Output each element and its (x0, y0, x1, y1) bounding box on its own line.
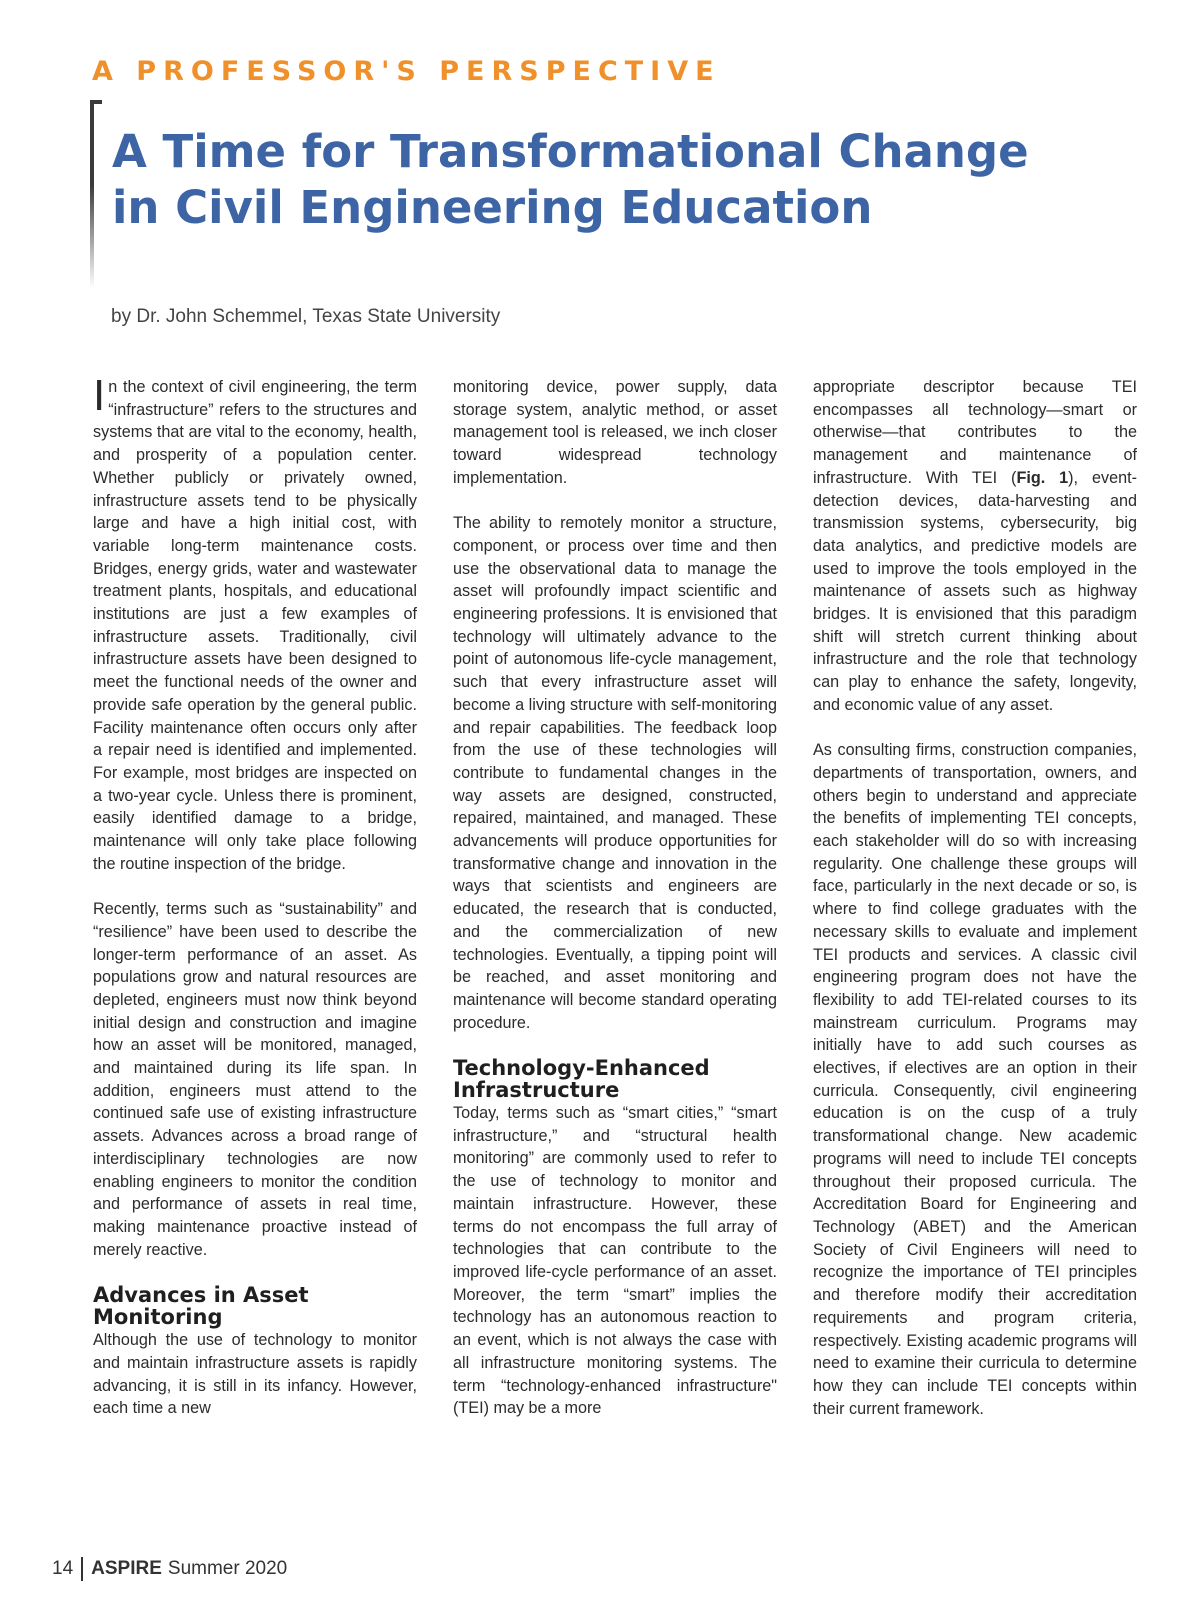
paragraph: Today, terms such as “smart cities,” “smart infrastructure,” and “structural health monitoring” are commonly used to refer to the use of technology to monitor and maintain infrastructure. However, these terms do not encompass the full array of technologies that can contribute to the improved life-cycle performance of an asset. Moreover, the term “smart” implies the technology has an autonomous reaction to an event, which is not always the case with all infrastructure monitoring systems. The term “technology-enhanced infrastructure" (TEI) may be a more (453, 1104, 777, 1418)
paragraph (93, 371, 417, 875)
paragraph: monitoring device, power supply, data storage system, analytic method, or asset management tool is released, we inch closer toward widespread technology implementation. (453, 378, 777, 487)
paragraph-text: n the context of civil engineering, the term “infrastructure” refers to the structures and systems that are vital to the economy, health, and prosperity of a population center. Whether publicly or privately owned, infrastructure assets tend to be physically large and have a high initial cost, with variable long-term maintenance costs. Bridges, energy grids, water and wastewater treatment plants, hospitals, and educational institutions are just a few examples of infrastructure assets. Traditionally, civil infrastructure assets have been designed to meet the functional needs of the owner and provide safe operation by the general public. Facility maintenance often occurs only after a repair need is identified and implemented. For example, most bridges are inspected on a two-year cycle. Unless there is prominent, easily identified damage to a bridge, maintenance will only take place following the routine inspection of the bridge. (93, 378, 417, 873)
figure-reference[interactable]: Fig. 1 (1016, 468, 1069, 487)
section-kicker: A PROFESSOR'S PERSPECTIVE (92, 56, 721, 87)
article-title (112, 124, 1112, 236)
paragraph-text: appropriate descriptor because TEI encompasses all technology—smart or otherwise—that contributes to the management and maintenance of infrastructure. With TEI ( (813, 378, 1137, 487)
paragraph: Although the use of technology to monitor and maintain infrastructure assets is rapidly advancing, it is still in its infancy. However, each time a new (93, 1331, 417, 1418)
byline: by Dr. John Schemmel, Texas State University (111, 306, 501, 327)
magazine-name: ASPIRE (91, 1558, 162, 1579)
paragraph: Recently, terms such as “sustainability” and “resilience” have been used to describe the longer-term performance of an asset. As populations grow and natural resources are depleted, engineers must now think beyond initial design and construction and imagine how an asset will be monitored, managed, and maintained during its life span. In addition, engineers must attend to the continued safe use of existing infrastructure assets. Advances across a broad range of interdisciplinary technologies are now enabling engineers to monitor the condition and performance of assets in real time, making maintenance proactive instead of merely reactive. (93, 900, 417, 1259)
title-rule (90, 100, 94, 288)
paragraph (813, 376, 1137, 717)
article-column-2 (453, 376, 777, 1443)
title-line-2: in Civil Engineering Education (112, 181, 873, 234)
title-rule-cap (90, 100, 102, 104)
page-number: 14 (52, 1558, 74, 1579)
page-footer (52, 1557, 287, 1581)
paragraph: The ability to remotely monitor a structure, component, or process over time and then use the observational data to manage the asset will profoundly impact scientific and engineering professions. It is envisioned that technology will ultimately advance to the point of autonomous life-cycle management, such that every infrastructure asset will become a living structure with self-monitoring and repair capabilities. The feedback loop from the use of these technologies will contribute to fundamental changes in the way assets are designed, constructed, repaired, maintained, and managed. These advancements will produce opportunities for transformative change and innovation in the ways that scientists and engineers are educated, the research that is conducted, and the commercialization of new technologies. Eventually, a tipping point will be reached, and asset monitoring and maintenance will become standard operating procedure. (453, 514, 777, 1032)
section-heading: Technology-Enhanced Infrastructure (453, 1056, 710, 1103)
title-line-1: A Time for Transformational Change (112, 125, 1029, 178)
section-heading: Advances in Asset Monitoring (93, 1283, 309, 1330)
footer-divider (81, 1557, 83, 1581)
drop-cap: I (93, 371, 106, 420)
paragraph: As consulting firms, construction companies, departments of transportation, owners, and others begin to understand and appreciate the benefits of implementing TEI concepts, each stakeholder will do so with increasing regularity. One challenge these groups will face, particularly in the next decade or so, is where to find college graduates with the necessary skills to evaluate and implement TEI products and services. A classic civil engineering program does not have the flexibility to add TEI-related courses to its mainstream curriculum. Programs may initially have to add such courses as electives, if electives are an option in their curricula. Consequently, civil engineering education is on the cusp of a truly transformational change. New academic programs will need to include TEI concepts throughout their proposed curricula. The Accreditation Board for Engineering and Technology (ABET) and the American Society of Civil Engineers will need to recognize the importance of TEI principles and therefore modify their accreditation requirements and program criteria, respectively. Existing academic programs will need to examine their curricula to determine how they can include TEI concepts within their current framework. (813, 741, 1137, 1418)
paragraph-text: ), event-detection devices, data-harvesting and transmission systems, cybersecurity, big data analytics, and predictive models are used to improve the tools employed in the maintenance of assets such as highway bridges. It is envisioned that this paradigm shift will stretch current thinking about infrastructure and the role that technology can play to enhance the safety, longevity, and economic value of any asset. (813, 468, 1137, 714)
article-column-3 (813, 376, 1137, 1443)
issue-label: Summer 2020 (167, 1558, 288, 1579)
article-column-1 (93, 371, 417, 1443)
